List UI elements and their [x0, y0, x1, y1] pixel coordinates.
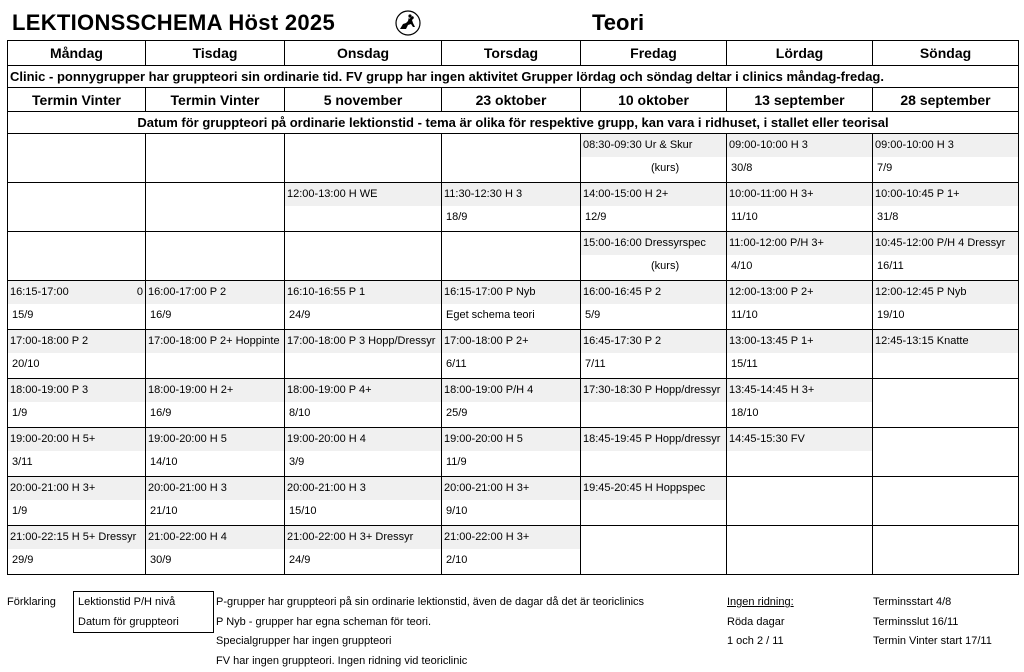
day-header: Onsdag — [285, 41, 442, 66]
lesson-time-text: 17:00-18:00 P 2+ Hoppinte — [148, 335, 280, 347]
day-header: Söndag — [873, 41, 1019, 66]
lesson-time-text: 21:00-22:00 H 4 — [148, 531, 227, 543]
lesson-slot — [727, 428, 873, 477]
lesson-time-level — [285, 183, 441, 206]
lesson-slot — [581, 183, 727, 232]
lesson-time-text: 10:00-11:00 H 3+ — [729, 188, 814, 200]
time-slot-row — [8, 134, 1019, 183]
lesson-time-level — [581, 183, 726, 206]
schedule-table — [7, 40, 1019, 575]
lesson-slot — [581, 379, 727, 428]
term-date: Termin Vinter — [8, 88, 146, 112]
lesson-time-level — [8, 526, 145, 549]
legend-note: P Nyb - grupper har egna scheman för teori. — [216, 616, 432, 628]
lesson-time-level — [146, 428, 284, 451]
theory-date: 9/10 — [446, 505, 468, 517]
legend-box-line1: Lektionstid P/H nivå — [78, 596, 176, 608]
lesson-time-level — [285, 379, 441, 402]
lesson-time-text: 19:45-20:45 H Hoppspec — [583, 482, 706, 494]
legend-label: Förklaring — [7, 596, 56, 608]
lesson-time-text: 21:00-22:00 H 3+ Dressyr — [287, 531, 414, 543]
term-date: 28 september — [873, 88, 1019, 112]
lesson-time-text: 13:00-13:45 P 1+ — [729, 335, 814, 347]
lesson-time-level — [285, 477, 441, 500]
lesson-time-text: 17:00-18:00 P 2 — [10, 335, 89, 347]
lesson-slot — [146, 526, 285, 575]
day-header: Lördag — [727, 41, 873, 66]
lesson-time-level — [581, 477, 726, 500]
lesson-slot — [442, 379, 581, 428]
theory-date: 11/10 — [731, 309, 758, 321]
theory-date: 30/9 — [150, 554, 172, 566]
theory-date — [873, 353, 1018, 376]
empty-slot — [8, 134, 146, 183]
lesson-time-level — [146, 330, 284, 353]
lesson-slot — [581, 232, 727, 281]
lesson-time-level — [873, 232, 1018, 255]
lesson-time-text: 09:00-10:00 H 3 — [729, 139, 808, 151]
theory-date: 20/10 — [12, 358, 40, 370]
time-slot-row — [8, 526, 1019, 575]
theory-date: 7/9 — [877, 162, 893, 174]
theory-date: 16/9 — [150, 309, 172, 321]
lesson-slot — [285, 281, 442, 330]
lesson-slot — [442, 477, 581, 526]
theory-date: 7/11 — [585, 358, 606, 370]
lesson-time-text: 19:00-20:00 H 5+ — [10, 433, 96, 445]
lesson-slot — [146, 330, 285, 379]
lesson-time-level — [873, 330, 1018, 353]
lesson-time-text: 11:00-12:00 P/H 3+ — [729, 237, 824, 249]
empty-slot — [873, 428, 1019, 477]
red-days-label: Röda dagar — [727, 616, 785, 628]
lesson-slot — [581, 281, 727, 330]
lesson-slot — [146, 281, 285, 330]
theory-date: 16/11 — [877, 260, 904, 272]
empty-slot — [8, 232, 146, 281]
lesson-time-text: 20:00-21:00 H 3+ — [444, 482, 530, 494]
lesson-slot — [727, 330, 873, 379]
lesson-time-text: 17:00-18:00 P 2+ — [444, 335, 529, 347]
lesson-time-text: 18:45-19:45 P Hopp/dressyr — [583, 433, 721, 445]
theory-date: 29/9 — [12, 554, 34, 566]
lesson-time-text: 13:45-14:45 H 3+ — [729, 384, 815, 396]
lesson-slot — [581, 330, 727, 379]
lesson-time-level — [146, 526, 284, 549]
theory-date: 31/8 — [877, 211, 899, 223]
empty-slot — [727, 526, 873, 575]
empty-slot — [581, 526, 727, 575]
lesson-slot — [146, 379, 285, 428]
lesson-slot — [727, 281, 873, 330]
theory-date: 5/9 — [585, 309, 601, 321]
lesson-time-text: 16:45-17:30 P 2 — [583, 335, 662, 347]
theory-date: 3/9 — [289, 456, 305, 468]
winter-term-start: Termin Vinter start 17/11 — [873, 635, 992, 647]
lesson-time-text: 20:00-21:00 H 3 — [148, 482, 227, 494]
theory-date: 19/10 — [877, 309, 905, 321]
theory-date: 15/11 — [731, 358, 758, 370]
lesson-slot — [873, 330, 1019, 379]
lesson-time-text: 12:00-12:45 P Nyb — [875, 286, 967, 298]
empty-slot — [146, 183, 285, 232]
time-slot-row — [8, 183, 1019, 232]
lesson-time-text: 10:45-12:00 P/H 4 Dressyr — [875, 237, 1006, 249]
no-riding-title: Ingen ridning: — [727, 596, 794, 608]
lesson-time-text: 16:15-17:00 P Nyb — [444, 286, 536, 298]
lesson-time-text: 12:00-13:00 H WE — [287, 188, 378, 200]
lesson-time-text: 08:30-09:30 Ur & Skur — [583, 139, 693, 151]
lesson-time-level — [285, 428, 441, 451]
lesson-slot — [442, 183, 581, 232]
lesson-time-level — [442, 281, 580, 304]
schedule-title: LEKTIONSSCHEMA Höst 2025 — [12, 10, 335, 35]
lesson-time-level — [8, 428, 145, 451]
term-date: 13 september — [727, 88, 873, 112]
lesson-slot — [442, 526, 581, 575]
lesson-time-level — [581, 379, 726, 402]
lesson-slot — [146, 477, 285, 526]
lesson-time-text: 09:00-10:00 H 3 — [875, 139, 954, 151]
theory-date: 30/8 — [731, 162, 753, 174]
time-slot-row — [8, 477, 1019, 526]
lesson-slot — [285, 379, 442, 428]
lesson-slot — [8, 379, 146, 428]
horse-rider-logo-icon — [395, 10, 421, 36]
theory-date: 24/9 — [289, 309, 311, 321]
lesson-time-text: 20:00-21:00 H 3 — [287, 482, 366, 494]
lesson-slot — [581, 134, 727, 183]
lesson-time-level — [873, 281, 1018, 304]
lesson-time-text: 18:00-19:00 H 2+ — [148, 384, 234, 396]
empty-slot — [146, 134, 285, 183]
lesson-time-text: 19:00-20:00 H 5 — [444, 433, 523, 445]
theory-date: 15/9 — [12, 309, 34, 321]
theory-date — [285, 206, 441, 229]
theory-date: 25/9 — [446, 407, 468, 419]
term-date: 5 november — [285, 88, 442, 112]
lesson-time-text: 16:15-17:00 — [10, 286, 69, 298]
lesson-time-text: 14:00-15:00 H 2+ — [583, 188, 669, 200]
lesson-time-text: 16:10-16:55 P 1 — [287, 286, 366, 298]
lesson-time-level — [581, 281, 726, 304]
empty-slot — [873, 526, 1019, 575]
term-date: Termin Vinter — [146, 88, 285, 112]
time-slot-row — [8, 232, 1019, 281]
lesson-time-level — [146, 477, 284, 500]
lesson-time-level — [727, 379, 872, 402]
theory-date: 11/10 — [731, 211, 758, 223]
lesson-time-level — [581, 232, 726, 255]
lesson-slot — [442, 330, 581, 379]
legend-note: Specialgrupper har ingen gruppteori — [216, 635, 392, 647]
theory-date: 12/9 — [585, 211, 607, 223]
theory-date — [146, 353, 284, 376]
day-header: Fredag — [581, 41, 727, 66]
lesson-time-text: 16:00-16:45 P 2 — [583, 286, 662, 298]
term-date: 10 oktober — [581, 88, 727, 112]
theory-date: 2/10 — [446, 554, 468, 566]
lesson-time-level — [873, 134, 1018, 157]
lesson-slot — [442, 281, 581, 330]
lesson-time-level — [146, 379, 284, 402]
day-header-row — [8, 41, 1019, 66]
lesson-time-level — [727, 428, 872, 451]
theory-date: (kurs) — [651, 162, 680, 174]
lesson-time-text: 20:00-21:00 H 3+ — [10, 482, 96, 494]
lesson-slot — [727, 232, 873, 281]
theory-date: (kurs) — [651, 260, 680, 272]
term-start: Terminsstart 4/8 — [873, 596, 952, 608]
theory-date — [285, 353, 441, 376]
theory-date: 24/9 — [289, 554, 311, 566]
lesson-time-level — [581, 428, 726, 451]
day-header: Torsdag — [442, 41, 581, 66]
lesson-time-text: 16:00-17:00 P 2 — [148, 286, 227, 298]
lesson-slot — [285, 477, 442, 526]
lesson-slot — [727, 379, 873, 428]
lesson-time-text: 18:00-19:00 P/H 4 — [444, 384, 534, 396]
theory-date — [727, 451, 872, 474]
clinic-info-text: Clinic - ponnygrupper har gruppteori sin ordinarie tid. FV grupp har ingen aktivitet Grupper lördag och söndag deltar i clinics måndag-fredag. — [8, 66, 1019, 88]
lesson-slots — [8, 134, 1019, 575]
lesson-time-text: 10:00-10:45 P 1+ — [875, 188, 960, 200]
note-row — [8, 112, 1019, 134]
lesson-time-level — [727, 281, 872, 304]
lesson-slot — [8, 477, 146, 526]
theory-date: 8/10 — [289, 407, 311, 419]
lesson-slot — [581, 428, 727, 477]
theory-note-text: Datum för gruppteori på ordinarie lektionstid - tema är olika för respektive grupp, kan vara i ridhuset, i stallet eller teorisal — [8, 112, 1019, 134]
lesson-slot — [285, 526, 442, 575]
lesson-time-level — [581, 134, 726, 157]
lesson-time-level — [442, 183, 580, 206]
lesson-slot — [873, 281, 1019, 330]
empty-slot — [727, 477, 873, 526]
term-end: Terminsslut 16/11 — [873, 616, 959, 628]
theory-date — [581, 402, 726, 425]
empty-slot — [285, 134, 442, 183]
theory-date: 16/9 — [150, 407, 172, 419]
lesson-time-level — [146, 281, 284, 304]
lesson-slot — [727, 134, 873, 183]
lesson-slot — [442, 428, 581, 477]
lesson-time-level — [8, 477, 145, 500]
lesson-time-text: 15:00-16:00 Dressyrspec — [583, 237, 706, 249]
lesson-slot — [285, 330, 442, 379]
theory-date: 1/9 — [12, 505, 28, 517]
lesson-slot — [873, 232, 1019, 281]
lesson-time-text: 19:00-20:00 H 5 — [148, 433, 227, 445]
title-bar — [7, 8, 1018, 38]
lesson-time-level — [727, 330, 872, 353]
lesson-time-level — [727, 232, 872, 255]
empty-slot — [442, 134, 581, 183]
red-days-value: 1 och 2 / 11 — [727, 635, 784, 647]
theory-date: 11/9 — [446, 456, 467, 468]
lesson-slot — [146, 428, 285, 477]
lesson-time-level — [581, 330, 726, 353]
theory-date: 1/9 — [12, 407, 28, 419]
lesson-time-text: 18:00-19:00 P 3 — [10, 384, 89, 396]
time-slot-row — [8, 379, 1019, 428]
day-header: Tisdag — [146, 41, 285, 66]
theory-date: 3/11 — [12, 456, 33, 468]
legend-box-line2: Datum för gruppteori — [78, 616, 179, 628]
lesson-time-text: 17:00-18:00 P 3 Hopp/Dressyr — [287, 335, 436, 347]
empty-slot — [442, 232, 581, 281]
schedule-subtitle: Teori — [592, 10, 645, 35]
time-slot-row — [8, 428, 1019, 477]
lesson-time-level — [873, 183, 1018, 206]
theory-date: Eget schema teori — [446, 309, 535, 321]
lesson-time-level — [442, 428, 580, 451]
term-date: 23 oktober — [442, 88, 581, 112]
theory-date: 4/10 — [731, 260, 753, 272]
lesson-slot — [581, 477, 727, 526]
lesson-slot — [8, 281, 146, 330]
lesson-slot — [8, 526, 146, 575]
lesson-time-level — [727, 183, 872, 206]
empty-slot — [285, 232, 442, 281]
theory-date: 6/11 — [446, 358, 467, 370]
lesson-time-level — [8, 281, 145, 304]
lesson-time-text: 21:00-22:00 H 3+ — [444, 531, 530, 543]
lesson-time-text: 21:00-22:15 H 5+ Dressyr — [10, 531, 137, 543]
lesson-time-text: 18:00-19:00 P 4+ — [287, 384, 372, 396]
lesson-slot — [873, 134, 1019, 183]
lesson-time-level — [8, 330, 145, 353]
term-date-row — [8, 88, 1019, 112]
lesson-time-text: 12:00-13:00 P 2+ — [729, 286, 814, 298]
empty-slot — [146, 232, 285, 281]
time-slot-row — [8, 330, 1019, 379]
day-header: Måndag — [8, 41, 146, 66]
lesson-time-text: 11:30-12:30 H 3 — [444, 188, 523, 200]
lesson-time-text: 12:45-13:15 Knatte — [875, 335, 969, 347]
theory-date: 18/9 — [446, 211, 468, 223]
lesson-time-level — [442, 526, 580, 549]
lesson-time-text: 19:00-20:00 H 4 — [287, 433, 366, 445]
lesson-time-level — [285, 526, 441, 549]
info-row — [8, 66, 1019, 88]
lesson-time-level — [727, 134, 872, 157]
theory-date — [581, 500, 726, 523]
lesson-slot — [285, 428, 442, 477]
lesson-time-level — [442, 477, 580, 500]
lesson-slot — [727, 183, 873, 232]
empty-slot — [873, 477, 1019, 526]
lesson-slot — [8, 428, 146, 477]
empty-slot — [873, 379, 1019, 428]
lesson-time-level — [285, 281, 441, 304]
empty-slot — [8, 183, 146, 232]
legend-box — [73, 591, 214, 633]
lesson-time-text: 17:30-18:30 P Hopp/dressyr — [583, 384, 721, 396]
lesson-slot — [285, 183, 442, 232]
theory-date: 21/10 — [150, 505, 178, 517]
theory-date: 18/10 — [731, 407, 759, 419]
theory-date — [581, 451, 726, 474]
time-slot-row — [8, 281, 1019, 330]
lesson-time-level — [442, 330, 580, 353]
lesson-time-level — [285, 330, 441, 353]
lesson-time-level — [442, 379, 580, 402]
legend-note: P-grupper har gruppteori på sin ordinarie lektionstid, även de dagar då det är teoriclinics — [216, 596, 645, 608]
theory-date: 15/10 — [289, 505, 317, 517]
lesson-slot — [8, 330, 146, 379]
lesson-time-text: 14:45-15:30 FV — [729, 433, 805, 445]
lesson-code: 0 — [136, 286, 143, 298]
lesson-slot — [873, 183, 1019, 232]
legend-note: FV har ingen gruppteori. Ingen ridning vid teoriclinic — [216, 655, 468, 667]
theory-date: 14/10 — [150, 456, 178, 468]
lesson-time-level — [8, 379, 145, 402]
